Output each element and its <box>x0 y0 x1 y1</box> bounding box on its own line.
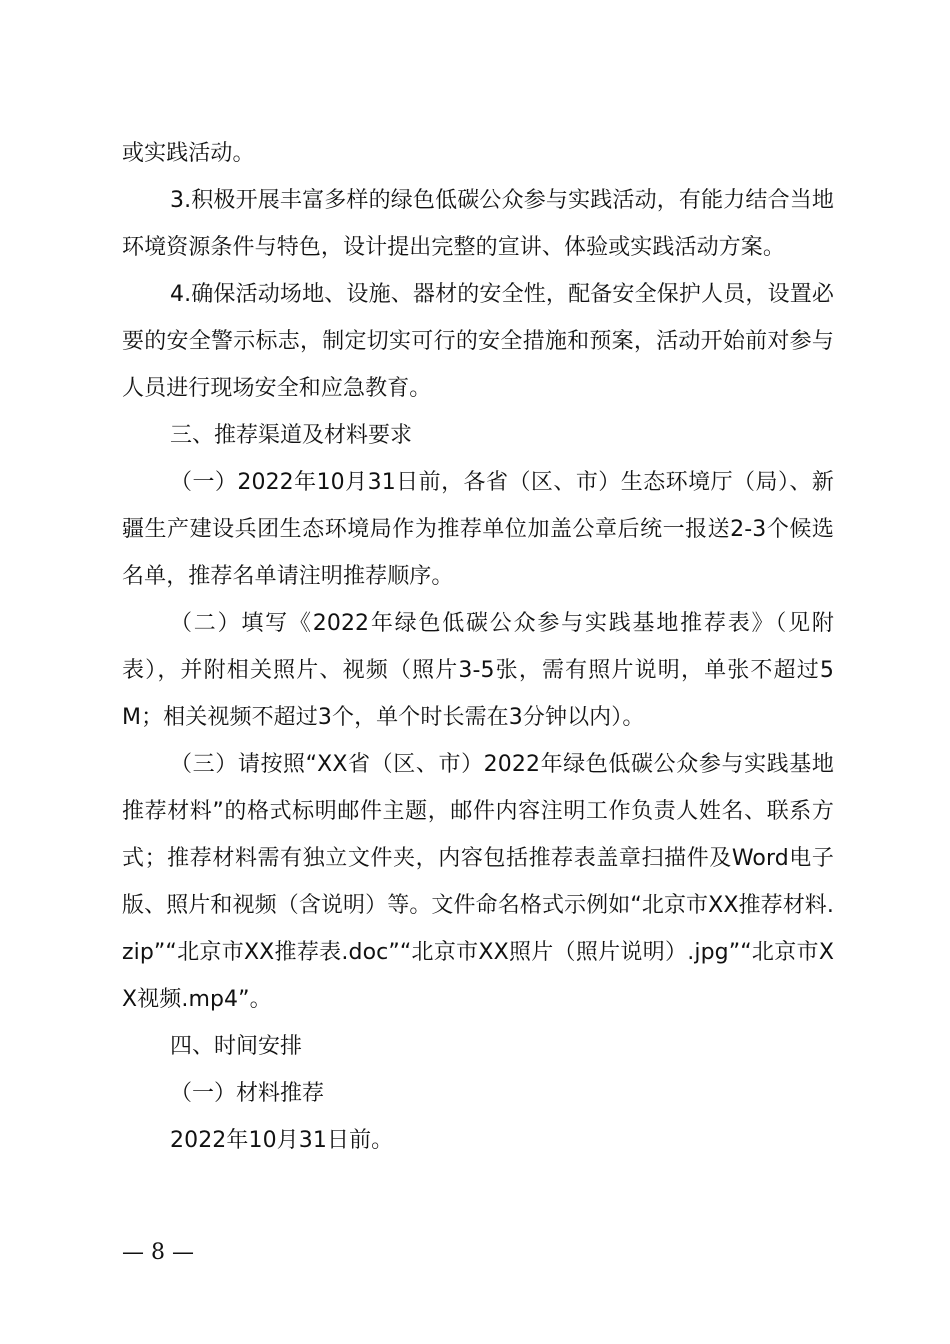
page-number: — 8 — <box>122 1240 194 1265</box>
paragraph-recommendation-3: （三）请按照“XX省（区、市）2022年绿色低碳公众参与实践基地推荐材料”的格式标明邮件主题，邮件内容注明工作负责人姓名、联系方式；推荐材料需有独立文件夹，内容包括推荐表盖章扫描件及Word电子版、照片和视频（含说明）等。文件命名格式示例如“北京市XX推荐材料.zip”“北京市XX推荐表.doc”“北京市XX照片（照片说明）.jpg”“北京市XX视频.mp4”。 <box>122 752 834 1012</box>
paragraph-recommendation-1: （一）2022年10月31日前，各省（区、市）生态环境厅（局）、新疆生产建设兵团生态环境局作为推荐单位加盖公章后统一报送2-3个候选名单，推荐名单请注明推荐顺序。 <box>122 470 834 589</box>
paragraph-continuation: 或实践活动。 <box>122 141 255 166</box>
subheading-material-recommendation: （一）材料推荐 <box>170 1081 325 1106</box>
paragraph-recommendation-2: （二）填写《2022年绿色低碳公众参与实践基地推荐表》（见附表），并附相关照片、视频（照片3-5张，需有照片说明，单张不超过5M；相关视频不超过3个，单个时长需在3分钟以内）。 <box>122 611 834 730</box>
section-heading-schedule: 四、时间安排 <box>170 1034 303 1059</box>
paragraph-item-3: 3.积极开展丰富多样的绿色低碳公众参与实践活动，有能力结合当地环境资源条件与特色，设计提出完整的宣讲、体验或实践活动方案。 <box>122 188 834 260</box>
section-heading-recommendation: 三、推荐渠道及材料要求 <box>170 423 413 448</box>
paragraph-item-4: 4.确保活动场地、设施、器材的安全性，配备安全保护人员，设置必要的安全警示标志，制定切实可行的安全措施和预案，活动开始前对参与人员进行现场安全和应急教育。 <box>122 282 834 401</box>
paragraph-deadline: 2022年10月31日前。 <box>170 1128 394 1153</box>
document-body <box>122 130 834 1164</box>
